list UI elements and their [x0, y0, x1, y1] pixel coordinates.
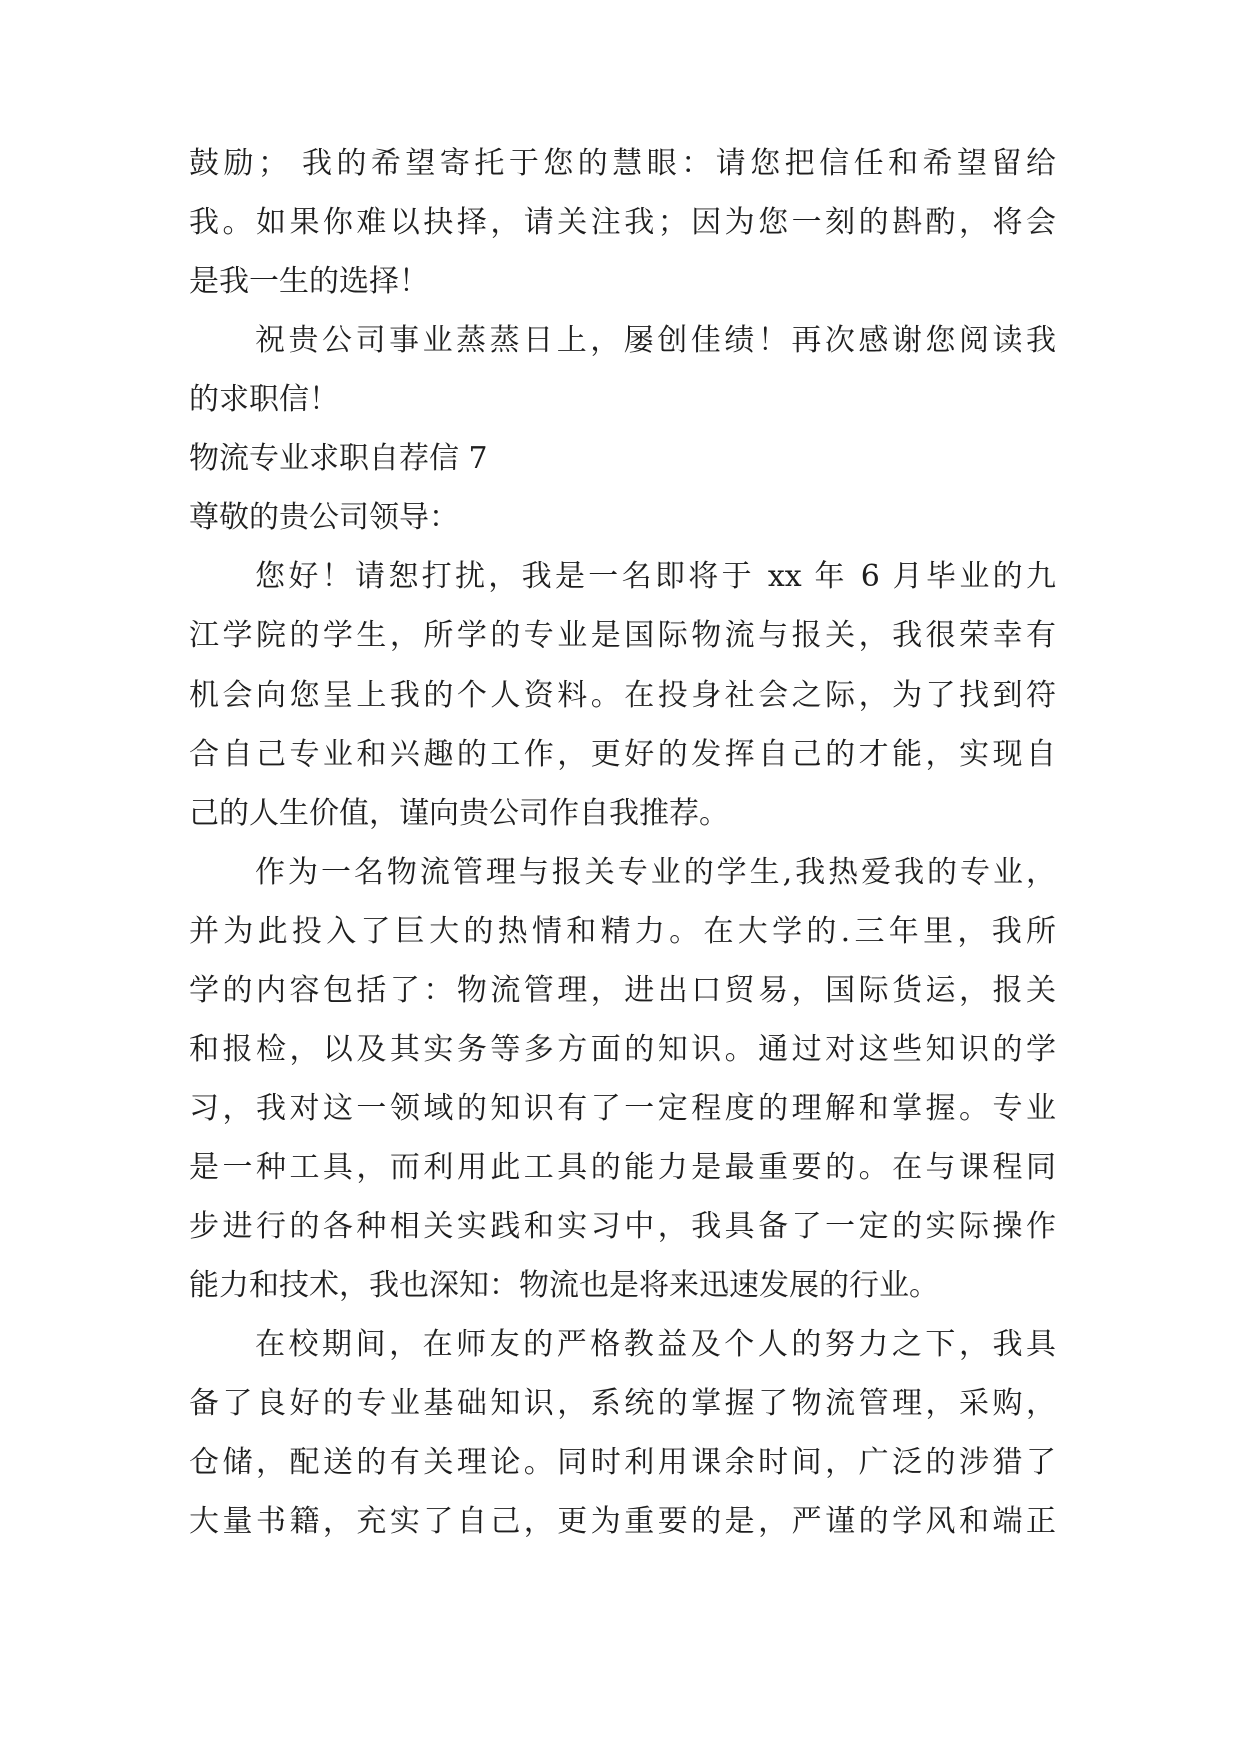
text-line: 在校期间，在师友的严格教益及个人的努力之下，我具	[255, 1327, 1056, 1362]
text-line: 机会向您呈上我的个人资料。在投身社会之际，为了找到符	[189, 678, 1056, 713]
text-line: 并为此投入了巨大的热情和精力。在大学的.三年里，我所	[189, 914, 1056, 949]
text-line: 是我一生的选择！	[189, 264, 429, 299]
text-line: 尊敬的贵公司领导：	[189, 500, 459, 535]
text-line: 己的人生价值，谨向贵公司作自我推荐。	[189, 796, 729, 831]
text-line: 我。如果你难以抉择，请关注我；因为您一刻的斟酌，将会	[189, 205, 1056, 240]
text-line: 能力和技术，我也深知：物流也是将来迅速发展的行业。	[189, 1268, 939, 1303]
text-line: 仓储，配送的有关理论。同时利用课余时间，广泛的涉猎了	[189, 1445, 1056, 1480]
text-line: 是一种工具，而利用此工具的能力是最重要的。在与课程同	[189, 1150, 1056, 1185]
text-line: 的求职信！	[189, 382, 339, 417]
text-line: 鼓励； 我的希望寄托于您的慧眼：请您把信任和希望留给	[189, 146, 1056, 181]
text-line: 大量书籍，充实了自己，更为重要的是，严谨的学风和端正	[189, 1504, 1056, 1539]
text-line: 习，我对这一领域的知识有了一定程度的理解和掌握。专业	[189, 1091, 1056, 1126]
text-line: 作为一名物流管理与报关专业的学生,我热爱我的专业，	[255, 855, 1056, 890]
text-line: 学的内容包括了：物流管理，进出口贸易，国际货运，报关	[189, 973, 1056, 1008]
text-line: 祝贵公司事业蒸蒸日上，屡创佳绩！再次感谢您阅读我	[255, 323, 1056, 358]
text-line: 步进行的各种相关实践和实习中，我具备了一定的实际操作	[189, 1209, 1056, 1244]
text-line: 备了良好的专业基础知识，系统的掌握了物流管理，采购，	[189, 1386, 1056, 1421]
text-line: 和报检，以及其实务等多方面的知识。通过对这些知识的学	[189, 1032, 1056, 1067]
text-line: 江学院的学生，所学的专业是国际物流与报关，我很荣幸有	[189, 618, 1056, 653]
text-line: 合自己专业和兴趣的工作，更好的发挥自己的才能，实现自	[189, 737, 1056, 772]
text-line: 您好！请恕打扰，我是一名即将于 xx 年 6 月毕业的九	[255, 559, 1056, 594]
text-line: 物流专业求职自荐信 7	[189, 441, 488, 476]
